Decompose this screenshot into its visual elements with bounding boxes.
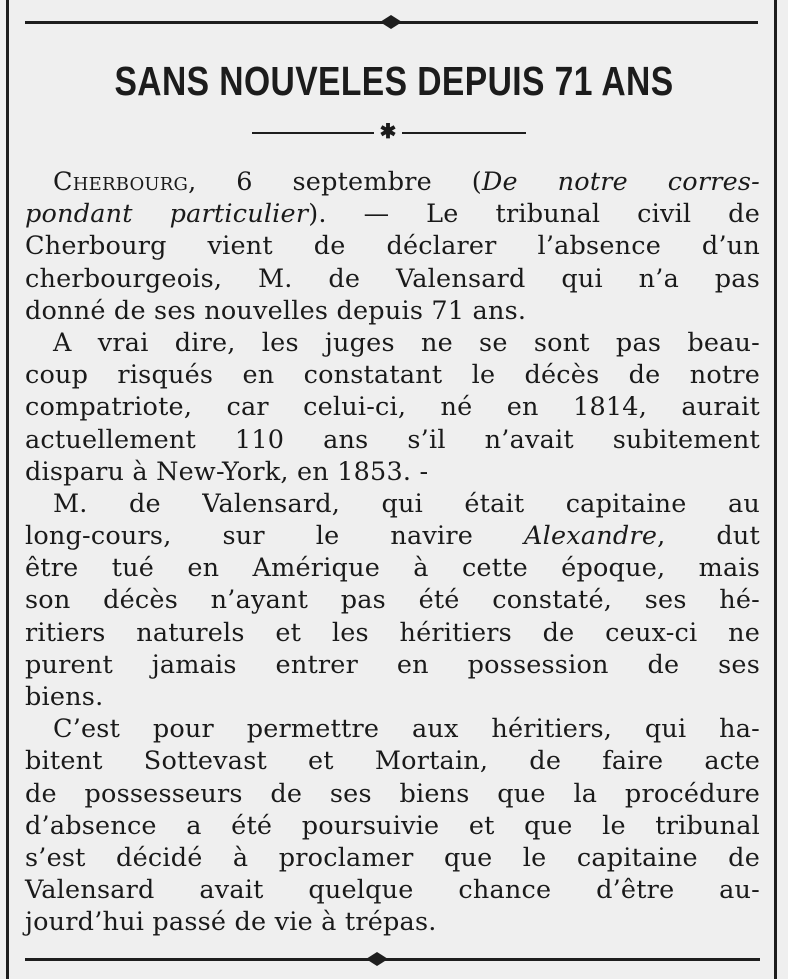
- divider-line-right: [402, 132, 526, 134]
- text-line: compatriote, car celui-ci, né en 1814, aurait: [25, 392, 760, 423]
- text-line: Valensard avait quelque chance d’être au-: [25, 875, 760, 906]
- text-line: biens.: [25, 682, 104, 712]
- divider-line-left: [252, 132, 374, 134]
- text-line: jourd’hui passé de vie à trépas.: [25, 907, 437, 938]
- text-line: ritiers naturels et les héritiers de ceux-ci ne: [25, 617, 760, 648]
- headline: SANS NOUVELES DEPUIS 71 ANS: [114, 58, 674, 104]
- text-line: long-cours, sur le navire Alexandre, dut: [25, 521, 760, 552]
- text-line: Cherbourg vient de déclarer l’absence d’un: [25, 231, 760, 262]
- text-line: disparu à New-York, en 1853. -: [25, 456, 429, 487]
- text-line: C’est pour permettre aux héritiers, qui ha-: [53, 714, 760, 745]
- article-paragraph: [25, 713, 760, 938]
- text-line: s’est décidé à proclamer que le capitaine de: [25, 842, 760, 873]
- text-line: pondant particulier). — Le tribunal civil de: [25, 199, 760, 230]
- text-line: A vrai dire, les juges ne se sont pas beau-: [53, 327, 760, 358]
- bottom-rule: [25, 958, 760, 961]
- text-line: bitent Sottevast et Mortain, de faire acte: [25, 746, 760, 777]
- text-line: d’absence a été poursuivie et que le tribunal: [25, 810, 760, 841]
- text-line: son décès n’ayant pas été constaté, ses hé-: [25, 585, 760, 616]
- text-line: coup risqués en constatant le décès de notre: [25, 360, 760, 391]
- text-line: purent jamais entrer en possession de ses: [25, 649, 760, 680]
- text-line: actuellement 110 ans s’il n’avait subitement: [25, 424, 760, 455]
- text-line: cherbourgeois, M. de Valensard qui n’a pas: [25, 263, 760, 294]
- text-line: de possesseurs de ses biens que la procédure: [25, 778, 760, 809]
- text-line: M. de Valensard, qui était capitaine au: [53, 488, 760, 519]
- headline-divider: [252, 119, 532, 143]
- article-paragraph: [25, 166, 760, 327]
- article-paragraph: [25, 327, 760, 488]
- asterisk-icon: ✱: [379, 119, 397, 143]
- text-line: Cherbourg, 6 septembre (De notre corres-: [53, 167, 761, 197]
- article-body: [25, 166, 760, 939]
- text-line: donné de ses nouvelles depuis 71 ans.: [25, 295, 527, 326]
- article-paragraph: [25, 488, 760, 713]
- text-line: être tué en Amérique à cette époque, mais: [25, 553, 760, 584]
